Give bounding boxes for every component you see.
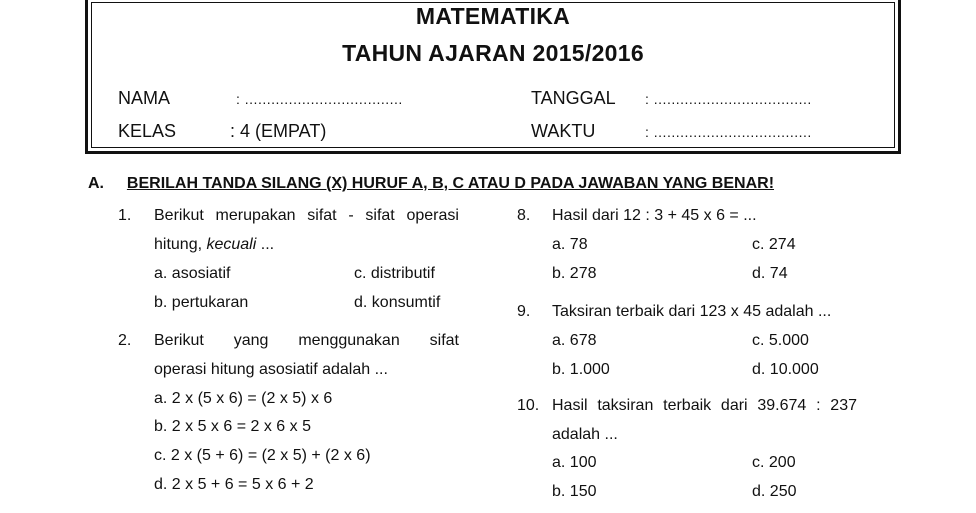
q1-text-line2: hitung, kecuali ...: [154, 236, 275, 253]
q10-option-b[interactable]: b. 150: [552, 483, 597, 500]
q1-number: 1.: [118, 207, 132, 224]
q1-option-b[interactable]: b. pertukaran: [154, 294, 249, 311]
q9-option-a[interactable]: a. 678: [552, 332, 597, 349]
q8-option-c[interactable]: c. 274: [752, 236, 796, 253]
q9-option-d[interactable]: d. 10.000: [752, 361, 819, 378]
nama-label: NAMA: [118, 88, 171, 108]
q8-text: Hasil dari 12 : 3 + 45 x 6 = ...: [552, 207, 757, 224]
q1-option-c[interactable]: c. distributif: [354, 265, 435, 282]
q10-text-line2: adalah ...: [552, 426, 618, 443]
q2-number: 2.: [118, 332, 132, 349]
q10-text-line1: Hasil taksiran terbaik dari 39.674 : 237: [552, 397, 857, 414]
q9-option-b[interactable]: b. 1.000: [552, 361, 610, 378]
q8-option-d[interactable]: d. 74: [752, 265, 788, 282]
q2-option-b[interactable]: b. 2 x 5 x 6 = 2 x 6 x 5: [154, 418, 311, 435]
kelas-label: KELAS: [118, 121, 177, 141]
q2-option-c[interactable]: c. 2 x (5 + 6) = (2 x 5) + (2 x 6): [154, 447, 371, 464]
nama-field: : ....................................: [236, 91, 403, 107]
q9-text: Taksiran terbaik dari 123 x 45 adalah ...: [552, 303, 832, 320]
waktu-field: : ....................................: [645, 124, 812, 140]
page-subtitle: TAHUN AJARAN 2015/2016: [342, 40, 644, 66]
tanggal-label: TANGGAL: [531, 88, 616, 108]
waktu-label: WAKTU: [531, 121, 596, 141]
q2-text-line2: operasi hitung asosiatif adalah ...: [154, 361, 388, 378]
section-instruction: BERILAH TANDA SILANG (X) HURUF A, B, C ATAU D PADA JAWABAN YANG BENAR!: [126, 175, 775, 192]
kelas-value: : 4 (EMPAT): [230, 121, 327, 141]
q8-number: 8.: [517, 207, 531, 224]
q1-option-a[interactable]: a. asosiatif: [154, 265, 231, 282]
q2-option-a[interactable]: a. 2 x (5 x 6) = (2 x 5) x 6: [154, 390, 333, 407]
q10-option-c[interactable]: c. 200: [752, 454, 796, 471]
page-title: MATEMATIKA: [415, 3, 571, 29]
q8-option-a[interactable]: a. 78: [552, 236, 588, 253]
q9-number: 9.: [517, 303, 531, 320]
q1-text-line1: Berikut merupakan sifat - sifat operasi: [154, 207, 459, 224]
section-a-heading: [88, 175, 774, 193]
tanggal-field: : ....................................: [645, 91, 812, 107]
q9-option-c[interactable]: c. 5.000: [752, 332, 809, 349]
q8-option-b[interactable]: b. 278: [552, 265, 597, 282]
section-letter: A.: [88, 175, 104, 192]
q10-option-d[interactable]: d. 250: [752, 483, 797, 500]
q10-number: 10.: [517, 397, 540, 414]
q1-option-d[interactable]: d. konsumtif: [354, 294, 441, 311]
q2-text-line1: Berikut yang menggunakan sifat: [154, 332, 459, 349]
q10-option-a[interactable]: a. 100: [552, 454, 597, 471]
q2-option-d[interactable]: d. 2 x 5 + 6 = 5 x 6 + 2: [154, 476, 314, 493]
